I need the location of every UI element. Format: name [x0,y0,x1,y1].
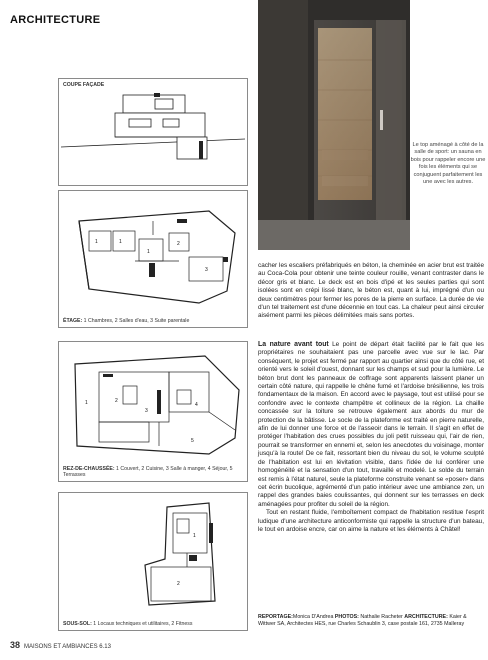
section-title: ARCHITECTURE [10,14,101,26]
rez-mark-1: 1 [85,400,88,406]
rez-mark-3: 3 [145,408,148,414]
sous-sol-mark-2: 2 [177,581,180,587]
credits-photos-label: PHOTOS: [334,614,359,620]
article-paragraph-1: cacher les escaliers préfabriqués en béton, la cheminée en acier brut est traitée au Coca-Cola pour obtenir une teinte couleur rouille, venant contraster dans le décor gris et blanc. Le deck est en bois d'ipé et les seules parties qui sont isolées sont en crépi lissé blanc, le béton est, quant à lui, imprégné d'un ou deux centimètres pour fermer les pores de la pierre en surface. La durée de vie d'un tel traitement est d'une décennie en tout cas. La chaleur peut ainsi circuler aisément parmi les pièces délimitées mais sans portes. [258,262,484,320]
rez-legend-desc: 1 Couvert, 2 Cuisine, 3 Salle à manger, 4 Séjour, 5 Terrasses [63,466,233,478]
article-body [258,262,484,321]
facade-label: COUPE FAÇADE [63,82,105,88]
etage-mark-2: 2 [177,241,180,247]
article-body-2 [258,341,484,534]
facade-section-panel [58,78,248,186]
sous-sol-legend [63,621,192,627]
rez-mark-4: 4 [195,402,198,408]
sous-sol-plan-drawing [59,493,247,619]
floor-plan-etage-panel [58,190,248,328]
rez-legend-title: REZ-DE-CHAUSSÉE: [63,466,115,472]
floor-plan-rez-panel [58,341,248,482]
article-paragraph-2 [258,341,484,509]
article-paragraph-2-text: Le point de départ était facilité par le fait que les propriétaires ne souhaitaient pas une parcelle avec vue sur le lac. Par conséquent, le projet est fermé par rapport au quartier ainsi que du côté rue, et orienté vers le soleil d'ouest, donnant sur les champs et sud pour la lumière. Le béton brut dont les panneaux de coffrage sont apparents laissent planer un certain côté nature, qui rappelle le chêne fumé et l'ardoise brésilienne, les trois fondamentaux de la maison. En accord avec le paysage, tout est utilisé pour se confondre avec le contexte champêtre et collineux de la région. La chaille concassée sur la toiture se retrouve également aux abords du mur de protection de la bâtisse. Le socle de la plateforme est traité en pierre naturelle, afin de lui donner une force et de l'asseoir dans le terrain. Il s'agit en effet de protéger l'habitation des crues possibles du joli petit ruisseau qui, l'air de rien, pourrait se transformer en ennemi et, selon les anecdotes du voisinage, monter jusqu'à la route! De ce fait, ressortant bien du niveau du sol, le volume sculpté de l'habitation est lui en lévitation visible, dans l'idée de lui conférer une homogénéité et la sensation d'un tout, travaillé et modelé. Le solde du terrain est remis à l'état naturel, seule la plateforme construite venant se «poser» dans cet écrin bucolique, agrémenté d'un patio intérieur avec une ambiance zen, un rappel des grandes baies coulissantes, qui donnent sur les terrasses en deck aménagées pour profiter du soleil de la région. [258,341,484,508]
facade-drawing [59,79,247,185]
page-number: 38 [10,640,21,650]
sauna-photo [258,0,410,250]
etage-legend-title: ÉTAGE: [63,318,83,324]
etage-legend [63,318,189,324]
rez-mark-5: 5 [191,438,194,444]
sous-sol-legend-desc: 1 Locaux techniques et utilitaires, 2 Fitness [93,621,193,627]
credits-reportage-label: REPORTAGE: [258,614,293,620]
rez-plan-drawing [59,342,247,470]
etage-mark-3: 3 [205,267,208,273]
credits-architecture: Kaier & Wittwer SA, Architectes HES, rue Charles Schaublin 3, case postale 161, 2735 Malleray [258,614,467,627]
sauna-photo-illustration [258,0,410,250]
magazine-issue: MAISONS ET AMBIANCES 6.13 [24,644,111,650]
credits-photos: Nathalie Racheter [360,614,403,620]
sous-sol-mark-1: 1 [193,533,196,539]
etage-plan-drawing [59,191,247,315]
credits-architecture-label: ARCHITECTURE: [404,614,448,620]
sous-sol-legend-title: SOUS-SOL: [63,621,92,627]
etage-legend-desc: 1 Chambres, 2 Salles d'eau, 3 Suite parentale [83,318,190,324]
photo-caption: Le top aménagé à côté de la salle de sport: un sauna en bois pour rappeler encore une fois les éléments qui se conjuguent parfaitement les une avec les autres. [410,142,486,186]
credits [258,614,484,628]
article-paragraph-3: Tout en restant fluide, l'emboîtement compact de l'habitation restitue l'esprit ludique d'une architecture anticonformiste qui rappelle la structure d'un bateau, le tout en ardoise encre, car on aime la nature et les éléments à Châtel! [258,509,484,533]
etage-mark-1: 1 [95,239,98,245]
etage-mark-1b: 1 [119,239,122,245]
rez-legend [63,466,247,478]
page-footer [10,640,111,650]
etage-mark-1c: 1 [147,249,150,255]
floor-plan-sous-sol-panel [58,492,248,631]
article-lead: La nature avant tout [258,341,329,348]
credits-reportage: Monica D'Andrea [292,614,334,620]
rez-mark-2: 2 [115,398,118,404]
